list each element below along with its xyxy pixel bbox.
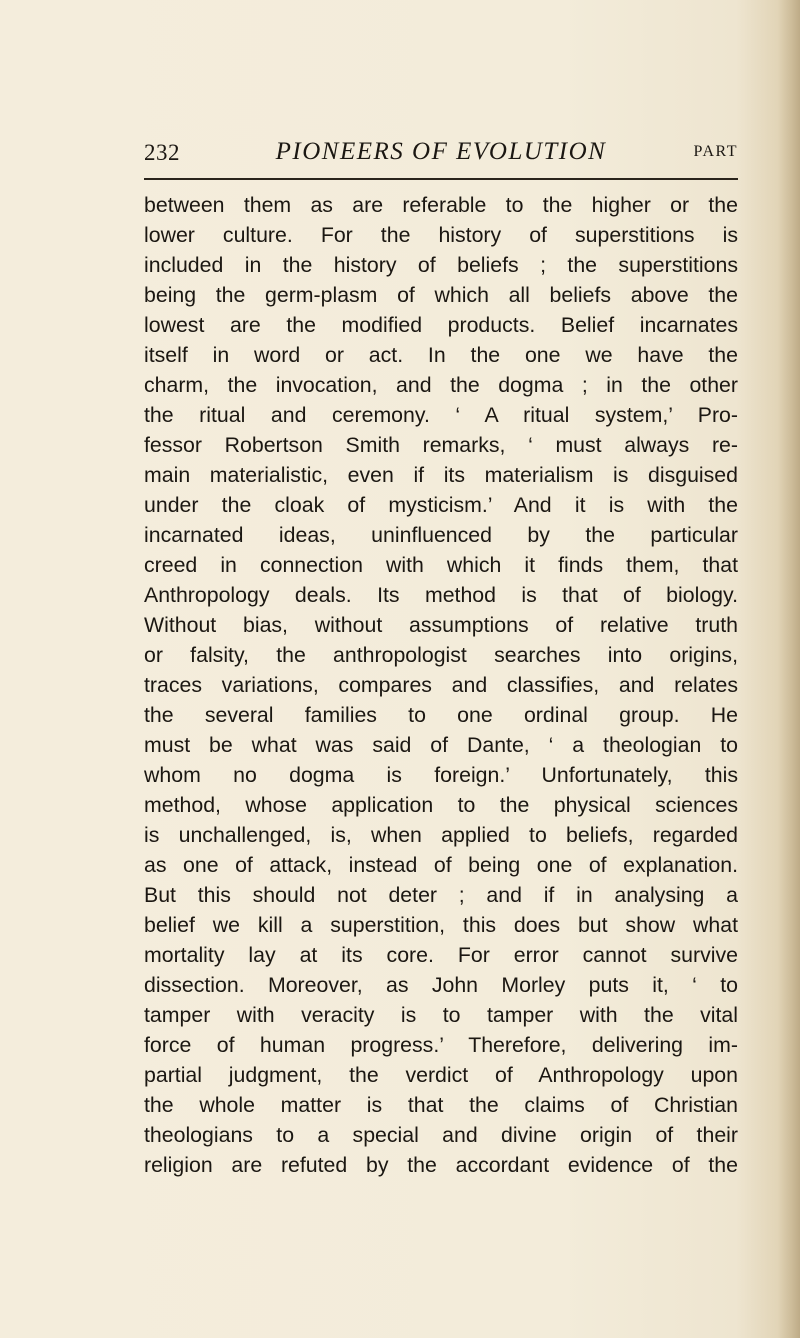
part-label: PART <box>693 143 738 160</box>
text-line: belief we kill a superstition, this does but show what <box>144 913 738 937</box>
page-number: 232 <box>144 140 180 165</box>
text-line: lowest are the modified products. Belief incarnates <box>144 313 738 337</box>
text-line: mortality lay at its core. For error cannot survive <box>144 943 738 967</box>
text-line: itself in word or act. In the one we have the <box>144 343 738 367</box>
text-line: religion are refuted by the accordant evidence of the <box>144 1153 738 1177</box>
text-line: or falsity, the anthropologist searches into origins, <box>144 643 738 667</box>
text-line: traces variations, compares and classifies, and relates <box>144 673 738 697</box>
body-text <box>144 190 738 1180</box>
text-line: whom no dogma is foreign.’ Unfortunately, this <box>144 763 738 787</box>
text-line: the ritual and ceremony. ‘ A ritual system,’ Pro- <box>144 403 738 427</box>
text-line: the several families to one ordinal group. He <box>144 703 738 727</box>
text-line: fessor Robertson Smith remarks, ‘ must always re- <box>144 433 738 457</box>
text-line: is unchallenged, is, when applied to beliefs, regarded <box>144 823 738 847</box>
text-line: under the cloak of mysticism.’ And it is with the <box>144 493 738 517</box>
text-line: between them as are referable to the higher or the <box>144 193 738 217</box>
text-line: force of human progress.’ Therefore, delivering im- <box>144 1033 738 1057</box>
page-edge-shadow <box>778 0 800 1338</box>
text-line: But this should not deter ; and if in analysing a <box>144 883 738 907</box>
text-line: the whole matter is that the claims of Christian <box>144 1093 738 1117</box>
text-line: partial judgment, the verdict of Anthropology upon <box>144 1063 738 1087</box>
text-line: Without bias, without assumptions of relative truth <box>144 613 738 637</box>
text-line: dissection. Moreover, as John Morley puts it, ‘ to <box>144 973 738 997</box>
text-line: theologians to a special and divine origin of their <box>144 1123 738 1147</box>
text-line: incarnated ideas, uninfluenced by the particular <box>144 523 738 547</box>
page-header <box>144 134 738 170</box>
text-line: must be what was said of Dante, ‘ a theologian to <box>144 733 738 757</box>
text-line: Anthropology deals. Its method is that of biology. <box>144 583 738 607</box>
text-line: method, whose application to the physical sciences <box>144 793 738 817</box>
text-line: main materialistic, even if its materialism is disguised <box>144 463 738 487</box>
text-line: creed in connection with which it finds them, that <box>144 553 738 577</box>
text-line: being the germ-plasm of which all beliefs above the <box>144 283 738 307</box>
text-line: lower culture. For the history of superstitions is <box>144 223 738 247</box>
text-line: included in the history of beliefs ; the superstitions <box>144 253 738 277</box>
text-line: charm, the invocation, and the dogma ; in the other <box>144 373 738 397</box>
text-line: tamper with veracity is to tamper with the vital <box>144 1003 738 1027</box>
header-rule <box>144 178 738 180</box>
text-line: as one of attack, instead of being one of explanation. <box>144 853 738 877</box>
running-title: PIONEERS OF EVOLUTION <box>275 138 607 165</box>
